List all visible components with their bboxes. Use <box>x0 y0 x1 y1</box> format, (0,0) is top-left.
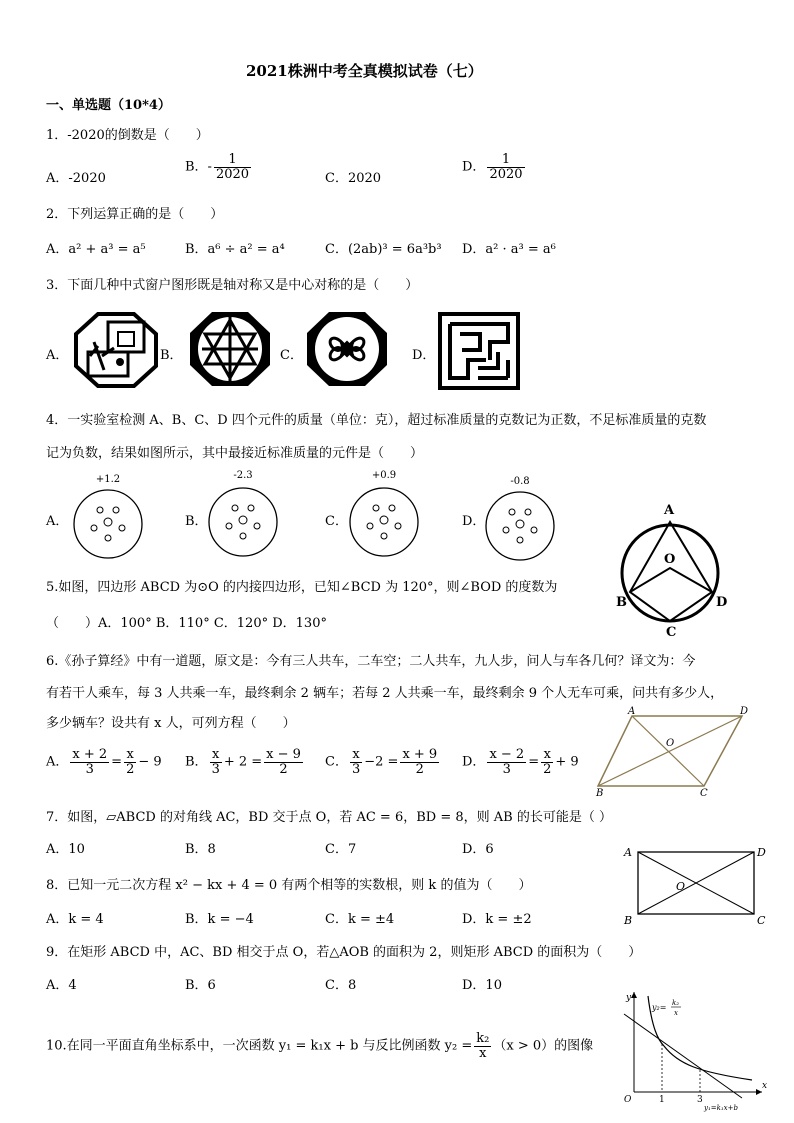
q4-component-d <box>482 472 558 564</box>
q9-option-d[interactable]: D．10 <box>462 978 502 993</box>
q3-option-a-label[interactable]: A． <box>46 348 69 363</box>
q6-c-mid: −2 = <box>364 754 399 770</box>
q3-option-d-label[interactable]: D． <box>412 348 436 363</box>
q7-option-d[interactable]: D．6 <box>462 842 494 857</box>
q1-b-prefix: B．- <box>185 159 212 175</box>
q7-stem: 7．如图，▱ABCD 的对角线 AC，BD 交于点 O，若 AC = 6，BD = 8，则 AB 的长可能是（ ） <box>46 810 612 825</box>
q4-stem-line2: 记为负数，结果如图所示，其中最接近标准质量的元件是（ ） <box>46 446 424 461</box>
q9-option-b[interactable]: B．6 <box>185 978 216 993</box>
q6-label-o: O <box>666 738 675 749</box>
q10-function-graph <box>612 988 772 1114</box>
q6-label-d: D <box>740 706 749 717</box>
q1-b-fraction: $\frac{1}{2020}$ <box>215 152 250 182</box>
q2-option-a[interactable]: A．a² + a³ = a⁵ <box>46 242 146 257</box>
q10-fraction: $\frac{\text{k₂}}{x}$ <box>476 1031 490 1061</box>
q10-y2-num: k₂ <box>672 999 680 1007</box>
q7-option-b[interactable]: B．8 <box>185 842 216 857</box>
q8-option-d[interactable]: D．k = ±2 <box>462 912 532 927</box>
q6-b-frac1: $\frac{x}{3}$ <box>211 747 220 777</box>
q8-option-a[interactable]: A．k = 4 <box>46 912 104 927</box>
rect-label-d: D <box>757 846 766 859</box>
q10-tick-3: 3 <box>697 1095 703 1105</box>
q6-c-label: C． <box>325 754 348 770</box>
rect-label-a: A <box>624 846 632 859</box>
q1-option-b[interactable] <box>185 153 253 181</box>
q9-option-c[interactable]: C．8 <box>325 978 357 993</box>
q6-b-mid: + 2 = <box>223 754 263 770</box>
q6-d-frac1: $\frac{x - 2}{3}$ <box>489 747 525 777</box>
q4-option-c-label[interactable]: C． <box>325 514 348 529</box>
q3-stem: 3．下面几种中式窗户图形既是轴对称又是中心对称的是（ ） <box>46 278 419 293</box>
q6-d-mid: = <box>528 754 540 770</box>
q6-b-label: B． <box>185 754 208 770</box>
q10-stem-b: （x > 0）的图像 <box>493 1038 594 1054</box>
q10-stem-a: 10.在同一平面直角坐标系中，一次函数 y₁ = k₁x + b 与反比例函数 y₂ = <box>46 1038 473 1054</box>
q10-label-y: y <box>626 993 632 1003</box>
q1-d-fraction: $\frac{1}{2020}$ <box>489 152 523 182</box>
q3-window-a-image <box>74 312 158 388</box>
q3-window-b-image <box>188 310 272 388</box>
q2-option-b[interactable]: B．a⁶ ÷ a² = a⁴ <box>185 242 285 257</box>
q6-option-a[interactable] <box>46 748 162 776</box>
q6-c-frac1: $\frac{x}{3}$ <box>351 747 361 777</box>
q6-stem-line2: 有若干人乘车，每 3 人共乘一车，最终剩余 2 辆车；若每 2 人共乘一车，最终剩余 9 个人无车可乘，问共有多少人， <box>46 686 724 701</box>
rect-label-c: C <box>757 914 766 926</box>
rectangle-figure <box>620 842 770 926</box>
q10-label-o: O <box>624 1095 632 1105</box>
q10-stem <box>46 1032 593 1060</box>
q10-y1-label: y₁=k₁x+b <box>704 1104 738 1112</box>
q6-option-d[interactable] <box>462 748 579 776</box>
q3-option-b-label[interactable]: B． <box>160 348 183 363</box>
q4-stem-line1: 4．一实验室检测 A、B、C、D 四个元件的质量（单位：克），超过标准质量的克数记为正数，不足标准质量的克数 <box>46 413 707 428</box>
q10-y2-prefix: y₂= <box>652 1003 667 1012</box>
q5-label-d: D <box>716 595 728 610</box>
q6-option-b[interactable] <box>185 748 305 776</box>
q6-label-c: C <box>700 788 708 796</box>
q6-d-tail: + 9 <box>555 754 579 770</box>
q8-option-b[interactable]: B．k = −4 <box>185 912 254 927</box>
q6-b-frac2: $\frac{x - 9}{2}$ <box>266 747 301 777</box>
q1-option-d[interactable] <box>462 153 527 181</box>
q6-d-frac2: $\frac{x}{2}$ <box>543 747 552 777</box>
q5-label-c: C <box>666 625 677 640</box>
page-title: 2021株洲中考全真模拟试卷（七） <box>246 62 483 80</box>
q6-a-label: A． <box>46 754 69 770</box>
q8-option-c[interactable]: C．k = ±4 <box>325 912 395 927</box>
q4-component-b <box>205 466 281 562</box>
q9-stem: 9．在矩形 ABCD 中，AC、BD 相交于点 O，若△AOB 的面积为 2，则矩形 ABCD 的面积为（ ） <box>46 945 642 960</box>
q6-a-frac1: $\frac{x + 2}{3}$ <box>72 747 108 777</box>
q5-label-o: O <box>664 552 676 567</box>
q6-option-c[interactable] <box>325 748 441 776</box>
q5-circle-figure <box>612 500 742 640</box>
section-heading: 一、单选题（10*4） <box>46 98 171 113</box>
q6-c-frac2: $\frac{x + 9}{2}$ <box>402 747 438 777</box>
q3-window-d-image <box>438 312 520 390</box>
q1-stem: 1．-2020的倒数是（ ） <box>46 128 209 143</box>
q4-component-c <box>346 466 422 562</box>
q8-stem: 8．已知一元二次方程 x² − kx + 4 = 0 有两个相等的实数根，则 k 的值为（ ） <box>46 878 532 893</box>
q10-label-x: x <box>762 1081 768 1091</box>
rect-label-o: O <box>676 880 686 893</box>
q4-value-a: +1.2 <box>95 474 121 485</box>
q6-stem-line1: 6.《孙子算经》中有一道题，原文是：今有三人共车，二车空；二人共车，九人步，问人与车各几何？译文为：今 <box>46 654 696 669</box>
q3-option-c-label[interactable]: C． <box>280 348 303 363</box>
q5-label-b: B <box>616 595 627 610</box>
q2-stem: 2．下列运算正确的是（ ） <box>46 207 224 222</box>
q2-option-d[interactable]: D．a² · a³ = a⁶ <box>462 242 556 257</box>
q1-option-c[interactable]: C．2020 <box>325 171 382 186</box>
q4-option-d-label[interactable]: D． <box>462 514 486 529</box>
q4-option-a-label[interactable]: A． <box>46 514 69 529</box>
q4-option-b-label[interactable]: B． <box>185 514 208 529</box>
q6-stem-line3: 多少辆车？设共有 x 人，可列方程（ ） <box>46 716 296 731</box>
q7-option-a[interactable]: A．10 <box>46 842 85 857</box>
q1-d-prefix: D． <box>462 159 486 175</box>
q9-option-a[interactable]: A．4 <box>46 978 77 993</box>
q6-d-label: D． <box>462 754 486 770</box>
q1-option-a[interactable]: A．-2020 <box>46 171 106 186</box>
q6-a-frac2: $\frac{x}{2}$ <box>126 747 135 777</box>
q4-component-a <box>70 470 146 562</box>
q5-label-a: A <box>664 503 675 518</box>
q7-option-c[interactable]: C．7 <box>325 842 357 857</box>
q6-label-b: B <box>596 788 604 796</box>
q6-parallelogram-figure <box>594 706 764 796</box>
q5-stem-line2[interactable]: （ ）A．100° B．110° C．120° D．130° <box>46 616 327 631</box>
q4-value-b: -2.3 <box>233 470 253 481</box>
q6-a-tail: − 9 <box>138 754 162 770</box>
q5-stem-line1: 5.如图，四边形 ABCD 为⊙O 的内接四边形，已知∠BCD 为 120°，则∠BOD 的度数为 <box>46 580 558 595</box>
q4-value-d: -0.8 <box>510 476 530 487</box>
rect-label-b: B <box>624 914 633 926</box>
q3-window-c-image <box>305 310 389 388</box>
q2-option-c[interactable]: C．(2ab)³ = 6a³b³ <box>325 242 442 257</box>
q6-label-a: A <box>628 706 636 717</box>
q6-a-mid: = <box>111 754 123 770</box>
q10-y2-den: x <box>674 1009 678 1017</box>
q10-tick-1: 1 <box>659 1095 665 1105</box>
q4-value-c: +0.9 <box>371 470 397 481</box>
